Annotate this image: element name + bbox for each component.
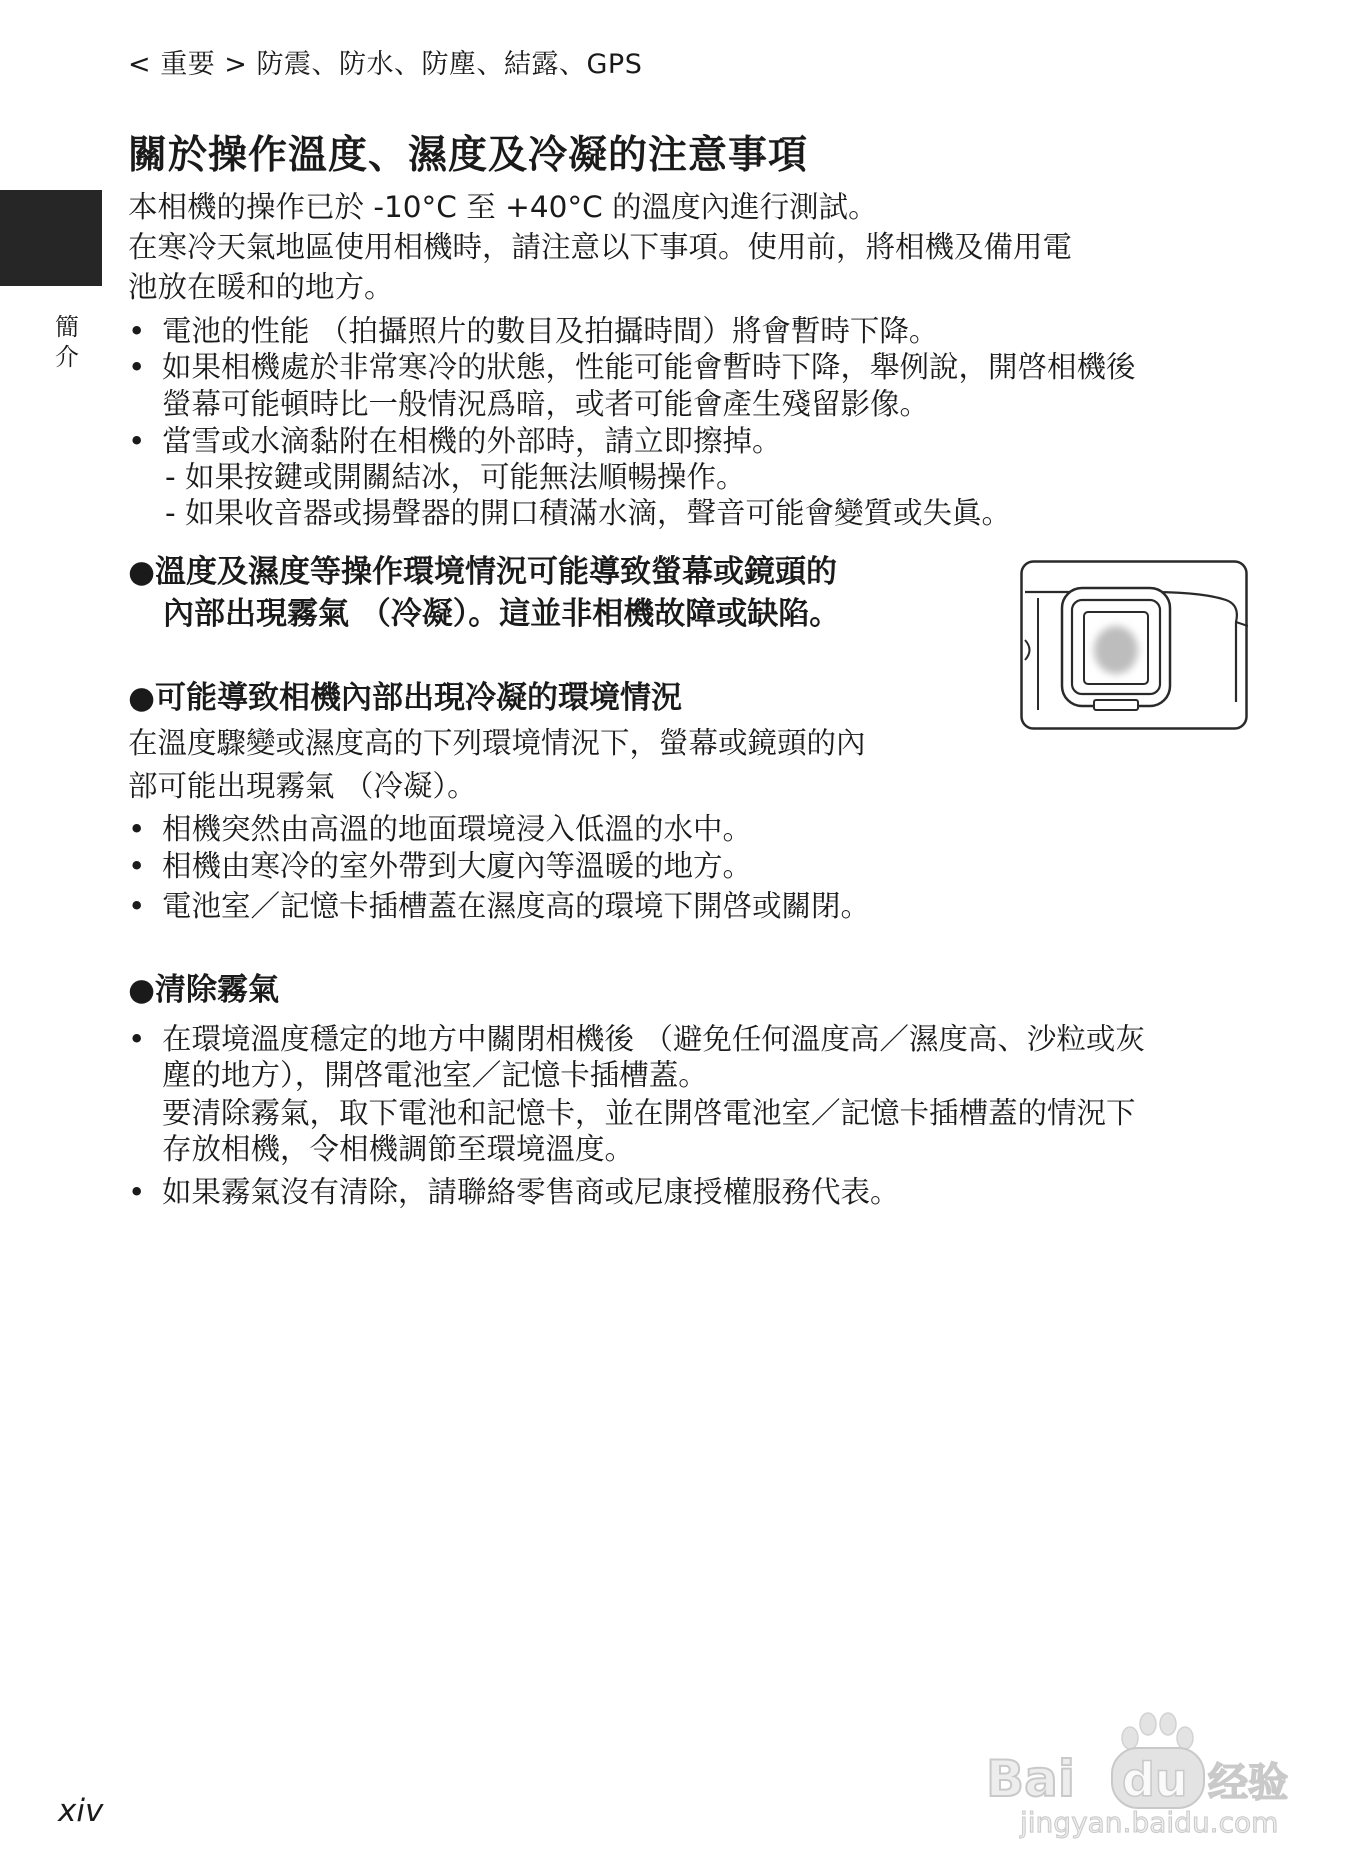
sub-list-item: - 如果按鍵或開關結冰，可能無法順暢操作。 (165, 460, 746, 494)
condensation-heading: ●溫度及濕度等操作環境情況可能導致螢幕或鏡頭的 (128, 554, 838, 590)
side-label-char: 介 (55, 343, 79, 371)
watermark-brand-left: Bai (986, 1750, 1075, 1808)
breadcrumb: < 重要 > 防震、防水、防塵、結露、GPS (128, 49, 643, 80)
list-item-text: 塵的地方），開啓電池室／記憶卡插槽蓋。 (162, 1058, 708, 1092)
watermark-suffix: 经验 (1208, 1760, 1288, 1806)
list-item-text: 在環境溫度穩定的地方中關閉相機後 （避免任何溫度高／濕度高、沙粒或灰 (162, 1022, 1145, 1056)
bullet-icon: • (128, 849, 146, 883)
list-item-text: 當雪或水滴黏附在相機的外部時，請立即擦掉。 (162, 424, 782, 458)
page-title: 關於操作溫度、濕度及冷凝的注意事項 (128, 133, 809, 178)
list-item-text: 電池室／記憶卡插槽蓋在濕度高的環境下開啓或關閉。 (162, 889, 871, 923)
intro-line: 本相機的操作已於 -10°C 至 +40°C 的溫度內進行測試。 (128, 190, 878, 224)
list-item-text: 要清除霧氣，取下電池和記憶卡，並在開啓電池室／記憶卡插槽蓋的情況下 (162, 1096, 1136, 1130)
sub-list-item: - 如果收音器或揚聲器的開口積滿水滴，聲音可能會變質或失眞。 (165, 496, 1012, 530)
bullet-icon: • (128, 812, 146, 846)
bullet-icon: • (128, 424, 146, 458)
page-number: xiv (58, 1793, 104, 1829)
condensation-heading: 內部出現霧氣 （冷凝）。這並非相機故障或缺陷。 (163, 596, 841, 632)
list-item-text: 相機突然由高溫的地面環境浸入低溫的水中。 (162, 812, 753, 846)
paw-icon (1122, 1713, 1193, 1749)
intro-line: 在寒冷天氣地區使用相機時，請注意以下事項。使用前，將相機及備用電 (128, 230, 1073, 264)
list-item-text: 存放相機，令相機調節至環境溫度。 (162, 1132, 635, 1166)
watermark-brand-right: du (1122, 1753, 1188, 1807)
bullet-icon: • (128, 1022, 146, 1056)
list-item-text: 如果霧氣沒有清除，請聯絡零售商或尼康授權服務代表。 (162, 1175, 900, 1209)
bullet-icon: • (128, 889, 146, 923)
side-label-char: 簡 (55, 313, 79, 341)
clear-fog-heading: ●清除霧氣 (128, 972, 280, 1008)
list-item-text: 相機由寒冷的室外帶到大廈內等溫暖的地方。 (162, 849, 753, 883)
bullet-icon: • (128, 1175, 146, 1209)
section-side-label (50, 312, 84, 372)
section-tab-marker (0, 190, 102, 286)
list-item-text: 如果相機處於非常寒冷的狀態，性能可能會暫時下降，舉例說，開啓相機後 (162, 350, 1136, 384)
bullet-icon: • (128, 350, 146, 384)
list-item-text: 電池的性能 （拍攝照片的數目及拍攝時間）將會暫時下降。 (162, 314, 939, 348)
bullet-icon: • (128, 314, 146, 348)
baidu-jingyan-watermark (980, 1700, 1310, 1840)
list-item-text: 螢幕可能頓時比一般情況爲暗，或者可能會產生殘留影像。 (162, 387, 930, 421)
environment-text-line: 在溫度驟變或濕度高的下列環境情況下，螢幕或鏡頭的內 (128, 726, 866, 760)
environment-heading: ●可能導致相機內部出現冷凝的環境情況 (128, 680, 683, 716)
environment-text-line: 部可能出現霧氣 （冷凝）。 (128, 769, 477, 803)
camera-fogged-screen-illustration (1020, 560, 1248, 730)
intro-line: 池放在暖和的地方。 (128, 270, 394, 304)
watermark-url: jingyan.baidu.com (1020, 1806, 1279, 1839)
